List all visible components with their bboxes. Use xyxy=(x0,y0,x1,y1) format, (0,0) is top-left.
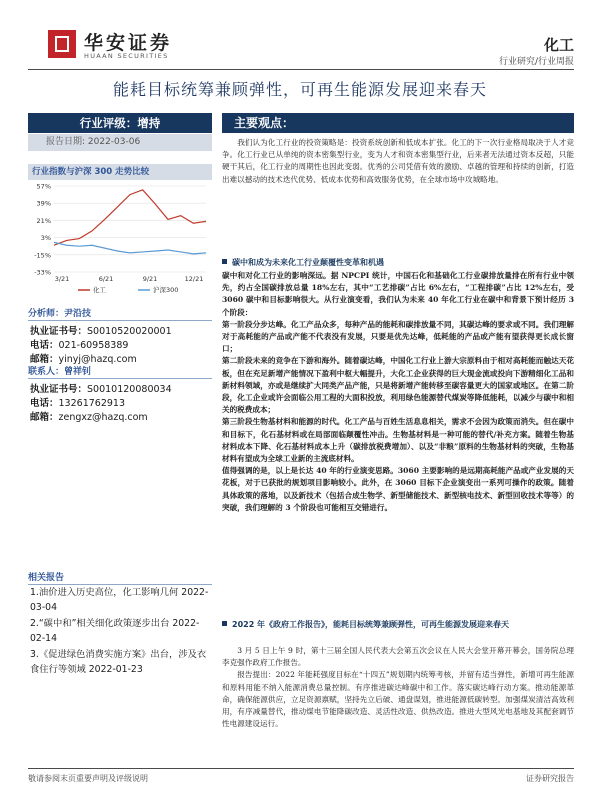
section1-stage1: 第一阶段分步达峰。化工产品众多，每种产品的能耗和碳排放量不同，其碳达峰的要求或不同。我们理解对于高耗能的产品或产能不代表没有发展，只要是优先达峰，低耗能的产品或产能有望获得更长成长窗口； xyxy=(222,319,574,354)
contact-heading: 联系人：曾祥钊 xyxy=(28,364,212,379)
analyst-license-label: 执业证书号： xyxy=(30,326,88,337)
chart-y-tick-label: -33% xyxy=(34,268,51,277)
analyst-email-value[interactable]: yinyj@hazq.com xyxy=(58,354,137,365)
analyst-email xyxy=(30,351,137,365)
key-points-heading: 主要观点： xyxy=(222,113,574,133)
contact-phone-label: 电话： xyxy=(30,398,59,409)
report-title: 能耗目标统筹兼顾弹性，可再生能源发展迎来春天 xyxy=(112,80,487,99)
analyst-email-label: 邮箱： xyxy=(30,354,59,365)
section1-close: 值得强调的是，以上是长达 40 年的行业演变思路。3060 主要影响的是远期高耗能产品或产业发展的天花板，对于已获批的规划项目影响较小。此外，在 3060 目标下企业演变出一系列可操作的政策。随着具体政策的落地，以及新技术（包括合成生物学、新型储能技术、新型核电技术、新型回收技术等等）的突破，我们理解的 3 个阶段也可能相互交错进行。 xyxy=(222,466,574,512)
chart-x-tick-label: 6/21 xyxy=(98,275,114,283)
footer-disclaimer: 敬请参阅末页重要声明及评级说明 xyxy=(28,774,148,783)
related-report-item[interactable]: 2.“碳中和”相关细化政策逐步出台 2022-02-14 xyxy=(30,618,200,644)
chart-x-tick-label: 12/21 xyxy=(184,275,204,283)
header-divider xyxy=(28,69,574,70)
contact-license xyxy=(30,381,172,395)
bullet-icon xyxy=(222,259,227,264)
analyst-heading: 分析师：尹沿技 xyxy=(28,306,212,321)
industry-rating: 行业评级：增持 xyxy=(28,113,212,133)
company-logo-english: HUAAN SECURITIES xyxy=(84,52,169,60)
chart-y-tick-label: 39% xyxy=(36,199,51,208)
analyst-license-value: S0010520020001 xyxy=(87,326,172,337)
chart-y-tick-label: 57% xyxy=(36,182,51,191)
contact-email-label: 邮箱： xyxy=(30,412,59,423)
related-reports-list xyxy=(30,586,212,679)
related-report-item[interactable]: 1.油价进入历史高位，化工影响几何 2022-03-04 xyxy=(30,587,209,613)
document-type: 行业研究/行业周报 xyxy=(498,57,574,67)
chart-x-axis xyxy=(55,275,204,283)
contact-license-value: S0010120080034 xyxy=(87,384,172,395)
chart-legend xyxy=(78,285,178,294)
section2-title: 2022 年《政府工作报告》，能耗目标统筹兼顾弹性，可再生能源发展迎来春天 xyxy=(232,620,510,629)
section1-lead: 碳中和对化工行业的影响深远。据 NPCPI 统计，中国石化和基础化工行业碳排放量排在所有行业中领先，约占全国碳排放总量 18%左右，其中“工艺排碳”占比 6%左右，“工程排碳”占比 12%左右，受 3060 碳中和目标影响很大。从行业演变看，我们认为未来 40 年化工行业在碳中和背景下预计经历 3 个阶段： xyxy=(222,271,574,317)
chart-y-tick-label: -15% xyxy=(34,251,51,260)
section2-paragraph: 3 月 5 日上午 9 时，第十三届全国人民代表大会第五次会议在人民大会堂开幕开幕会，国务院总理李克强作政府工作报告。 xyxy=(222,646,574,668)
section-heading xyxy=(222,619,574,631)
intro-paragraph xyxy=(222,137,574,186)
footer-divider xyxy=(28,768,574,769)
related-reports-heading: 相关报告 xyxy=(28,570,212,585)
chart-legend-label: 沪深300 xyxy=(153,286,179,294)
analyst-phone-value: 021-60958389 xyxy=(58,340,129,351)
report-date: 报告日期: 2022-03-06 xyxy=(28,134,212,151)
analyst-phone xyxy=(30,337,128,351)
footer-label: 证券研究报告 xyxy=(526,774,574,783)
contact-email xyxy=(30,409,148,423)
section-heading xyxy=(222,257,574,269)
chart-y-tick-label: 3% xyxy=(40,234,51,243)
section1-title: 碳中和成为未来化工行业颠覆性变革和机遇 xyxy=(232,258,384,267)
contact-email-value[interactable]: zengxz@hazq.com xyxy=(58,412,148,423)
chart-series-line xyxy=(54,190,206,245)
chart-y-axis xyxy=(34,183,51,277)
industry-label: 化工 xyxy=(543,36,574,54)
chart-series-line xyxy=(54,242,206,253)
intro-text: 我们认为化工行业的投资策略是：投资系统创新和低成本扩张。化工的下一次行业格局取决于人才竞争。化工行业已从单纯的资本密集型行业，变为人才和资本密集型行业，后来者无法通过资本反超，只能硬干其后，化工行业的周期性也因此变弱。优秀的公司凭借有效的激励、卓越的管理和持续的创新，打造出难以撼动的技术迭代优势、低成本优势和高效服务优势，在全球市场中攻城略地。 xyxy=(222,138,574,184)
chart-legend-label: 化工 xyxy=(93,286,106,294)
chart-grid xyxy=(54,186,206,272)
chart-series xyxy=(54,190,206,254)
chart-x-tick-label: 9/21 xyxy=(142,275,158,283)
company-logo-mark xyxy=(48,30,76,58)
bullet-icon xyxy=(222,621,227,626)
section2-body xyxy=(222,645,574,730)
chart-x-tick-label: 3/21 xyxy=(54,275,70,283)
contact-license-label: 执业证书号： xyxy=(30,384,88,395)
related-report-item[interactable]: 3.《促进绿色消费实施方案》出台，涉及衣食住行等领域 2022-01-23 xyxy=(30,649,207,675)
section1-stage2: 第二阶段未来的竞争在下游和海外。随着碳达峰，中国化工行业上游大宗原料由于相对高耗能而触达天花板，但在充足新增产能情况下盈利中枢大幅提升，大化工企业获得的巨大现金流或投向下游精细化工品和新材料领域，亦或是继续扩大同类产品产能，只是将新增产能转移至碳容量更大的国家或地区。在第二阶段，化工企业或许会面临公用工程的大面积投放，利用绿色能源替代煤炭等降低能耗，以减少与碳中和相关的税费成本； xyxy=(222,356,574,415)
chart-y-tick-label: 21% xyxy=(36,216,51,225)
index-comparison-chart xyxy=(28,182,212,300)
contact-phone xyxy=(30,395,125,409)
contact-phone-value: 13261762913 xyxy=(58,398,126,409)
section1-body xyxy=(222,270,574,514)
company-logo-text: 华安证券 xyxy=(84,32,173,54)
analyst-phone-label: 电话： xyxy=(30,340,59,351)
section1-stage3: 第三阶段生物基材料和能源的时代。化工产品与百姓生活息息相关，需求不会因为政策而消失。但在碳中和目标下，化石基材料或在局部面临颠覆性冲击。生物基材料是一种可能的替代/补充方案。随着生物基材料成本下降、化石基材料成本上升（碳排放税费增加）、以及“非粮”原料的生物基材料的突破，生物基材料有望成为全球工业新的主流底材料。 xyxy=(222,417,574,464)
section2-paragraph: 报告提出：2022 年能耗强度目标在“十四五”规划期内统筹考核，并留有适当弹性，新增可再生能源和原料用能不纳入能源消费总量控制。有序推进碳达峰碳中和工作。落实碳达峰行动方案。推动能源革命，确保能源供应，立足资源禀赋，坚持先立后破、通盘谋划，推进能源低碳转型。加强煤炭清洁高效利用，有序减量替代，推动煤电节能降碳改造、灵活性改造、供热改造。推进大型风光电基地及其配套调节性电源建设运行。 xyxy=(222,670,574,729)
analyst-license xyxy=(30,323,172,337)
chart-title: 行业指数与沪深 300 走势比较 xyxy=(28,164,212,180)
